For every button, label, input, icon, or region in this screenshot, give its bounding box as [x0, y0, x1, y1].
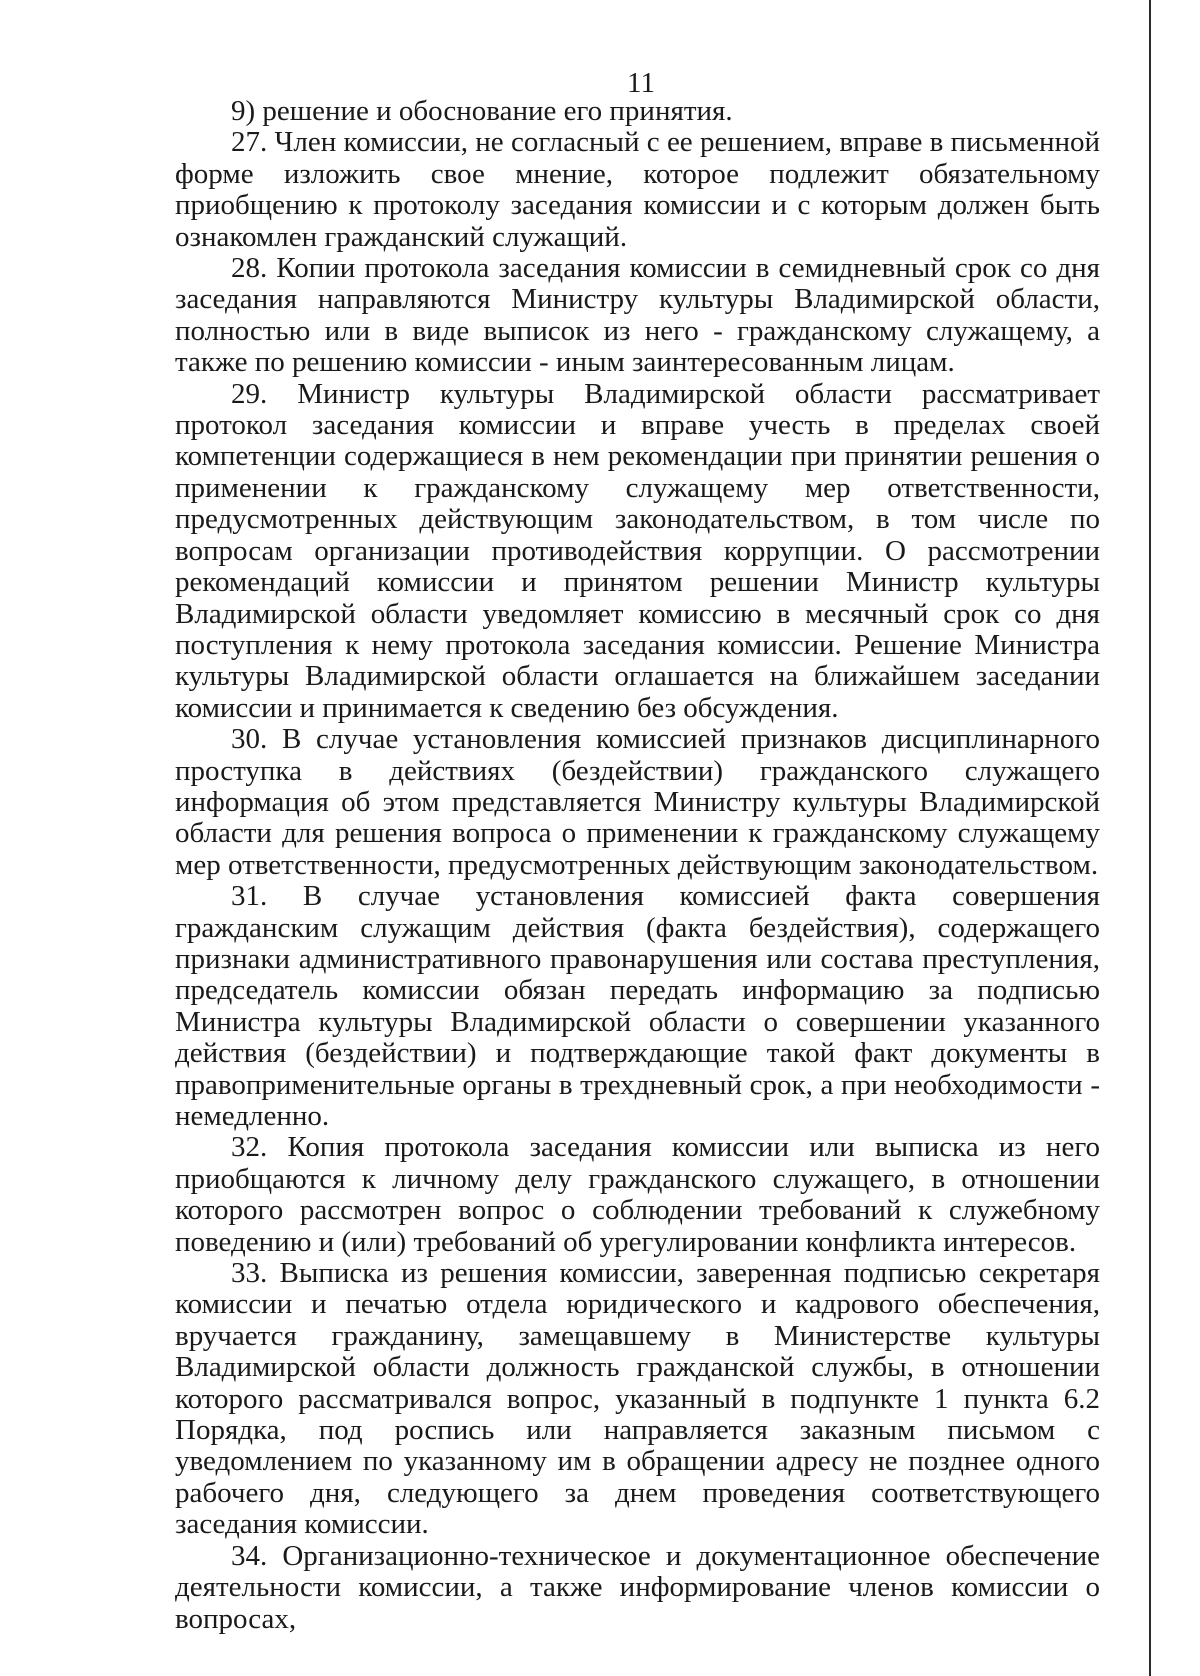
page-number: 11 — [627, 67, 655, 99]
scan-edge-line — [1149, 0, 1151, 1676]
paragraph-31: 31. В случае установления комиссией факта совершения гражданским служащим действия (факта бездействия), содержащего признаки административного правонарушения или состава преступления, председатель комиссии обязан передать информацию за подписью Министра культуры Владимирской области о совершении указанного действия (бездействии) и подтверждающие такой факт документы в правоприменительные органы в трехдневный срок, а при необходимости - немедленно. — [175, 880, 1100, 1132]
paragraph-9: 9) решение и обоснование его принятия. — [231, 95, 733, 127]
paragraph-33: 33. Выписка из решения комиссии, заверенная подписью секретаря комиссии и печатью отдела юридического и кадрового обеспечения, вручается гражданину, замещавшему в Министерстве культуры Владимирской области должность гражданской службы, в отношении которого рассматривался вопрос, указанный в подпункте 1 пункта 6.2 Порядка, под роспись или направляется заказным письмом с уведомлением по указанному им в обращении адресу не позднее одного рабочего дня, следующего за днем проведения соответствующего заседания комиссии. — [175, 1257, 1100, 1541]
paragraph-30: 30. В случае установления комиссией признаков дисциплинарного проступка в действиях (бездействии) гражданского служащего информация об этом представляется Министру культуры Владимирской области для решения вопроса о применении к гражданскому служащему мер ответственности, предусмотренных действующим законодательством. — [175, 723, 1100, 881]
paragraph-29: 29. Министр культуры Владимирской области рассматривает протокол заседания комиссии и вправе учесть в пределах своей компетенции содержащиеся в нем рекомендации при принятии решения о применении к гражданскому служащему мер ответственности, предусмотренных действующим законодательством, в том числе по вопросам организации противодействия коррупции. О рассмотрении рекомендаций комиссии и принятом решении Министр культуры Владимирской области уведомляет комиссию в месячный срок со дня поступления к нему протокола заседания комиссии. Решение Министра культуры Владимирской области оглашается на ближайшем заседании комиссии и принимается к сведению без обсуждения. — [175, 377, 1100, 724]
paragraph-28: 28. Копии протокола заседания комиссии в семидневный срок со дня заседания направляются Министру культуры Владимирской области, полностью или в виде выписок из него - гражданскому служащему, а также по решению комиссии - иным заинтересованным лицам. — [175, 252, 1100, 379]
document-body — [175, 96, 1100, 1635]
paragraph-34: 34. Организационно-техническое и документационное обеспечение деятельности комиссии, а также информирование членов комиссии о вопросах, — [175, 1539, 1100, 1635]
paragraph-32: 32. Копия протокола заседания комиссии или выписка из него приобщаются к личному делу гражданского служащего, в отношении которого рассмотрен вопрос о соблюдении требований к служебному поведению и (или) требований об урегулировании конфликта интересов. — [175, 1131, 1100, 1258]
paragraph-27: 27. Член комиссии, не согласный с ее решением, вправе в письменной форме изложить свое мнение, которое подлежит обязательному приобщению к протоколу заседания комиссии и с которым должен быть ознакомлен гражданский служащий. — [175, 126, 1100, 253]
